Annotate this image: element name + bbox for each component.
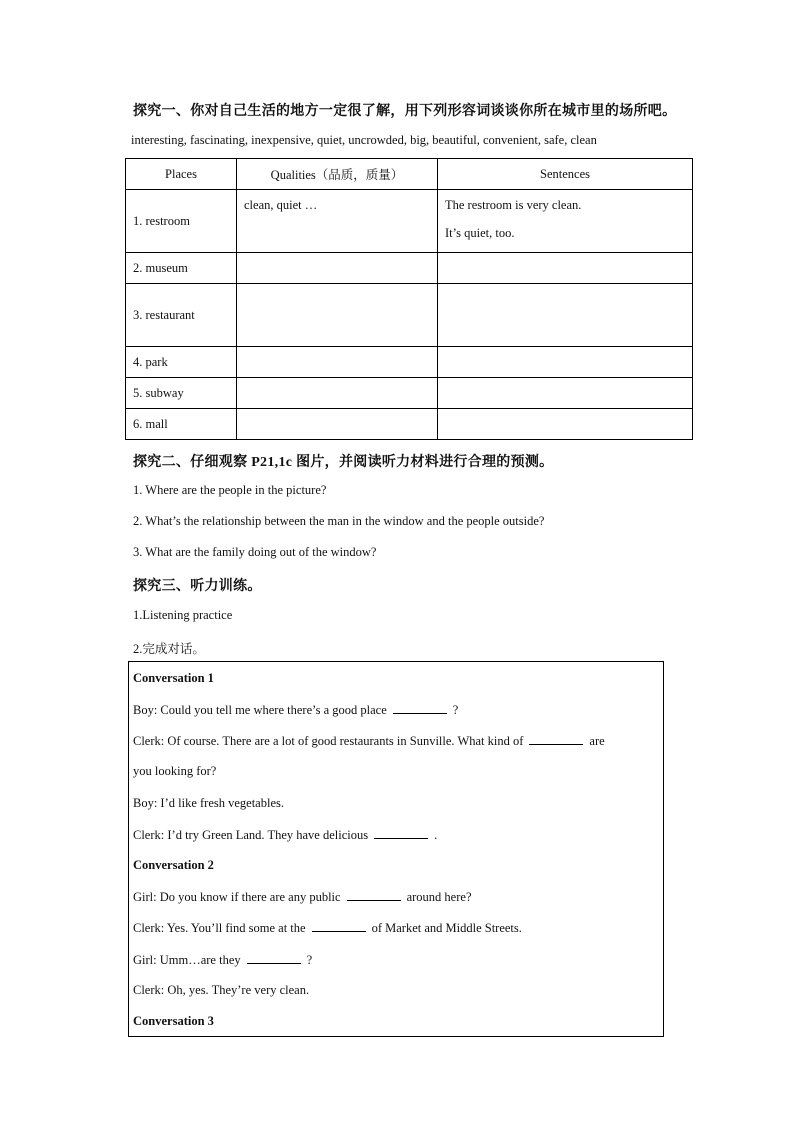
dialogue-line: Boy: I’d like fresh vegetables. bbox=[133, 796, 284, 810]
dialogue-text: Girl: Do you know if there are any public bbox=[133, 890, 341, 904]
dialogue-line: you looking for? bbox=[133, 764, 217, 778]
header-qualities: Qualities（品质，质量） bbox=[237, 159, 438, 190]
question-1: 1. Where are the people in the picture? bbox=[133, 483, 327, 497]
dialogue-text: Girl: Umm…are they bbox=[133, 953, 241, 967]
table-row bbox=[126, 190, 693, 253]
dialogue-text: Clerk: I’d try Green Land. They have delicious bbox=[133, 828, 369, 842]
answer-blank[interactable] bbox=[347, 889, 401, 901]
answer-blank[interactable] bbox=[393, 702, 447, 714]
dialogue-text: Boy: Could you tell me where there’s a good place bbox=[133, 703, 387, 717]
quality-cell[interactable] bbox=[237, 347, 438, 378]
sentence-cell[interactable] bbox=[438, 378, 693, 409]
dialogue-line bbox=[133, 952, 312, 968]
quality-cell[interactable] bbox=[237, 378, 438, 409]
table-row bbox=[126, 409, 693, 440]
place-cell: 1. restroom bbox=[126, 190, 237, 253]
sentence-line: It’s quiet, too. bbox=[445, 226, 515, 240]
table-row bbox=[126, 284, 693, 347]
section2-heading: 探究二、仔细观察 P21,1c 图片，并阅读听力材料进行合理的预测。 bbox=[133, 455, 554, 470]
sentence-line: The restroom is very clean. bbox=[445, 198, 582, 212]
question-3: 3. What are the family doing out of the window? bbox=[133, 545, 377, 559]
answer-blank[interactable] bbox=[374, 827, 428, 839]
dialogue-text: ? bbox=[452, 703, 459, 717]
quality-cell[interactable]: clean, quiet … bbox=[237, 190, 438, 253]
answer-blank[interactable] bbox=[529, 733, 583, 745]
sentence-cell[interactable] bbox=[438, 347, 693, 378]
place-cell: 3. restaurant bbox=[126, 284, 237, 347]
quality-cell[interactable] bbox=[237, 253, 438, 284]
dialogue-line bbox=[133, 920, 522, 936]
dialogue-line bbox=[133, 889, 472, 905]
conversation-2-title: Conversation 2 bbox=[133, 858, 214, 872]
listening-practice-item: 1.Listening practice bbox=[133, 608, 233, 622]
dialogue-line: Clerk: Oh, yes. They’re very clean. bbox=[133, 983, 310, 997]
header-sentences: Sentences bbox=[438, 159, 693, 190]
dialogue-line bbox=[133, 733, 605, 749]
places-table bbox=[125, 158, 693, 440]
conversation-1-title: Conversation 1 bbox=[133, 671, 214, 685]
answer-blank[interactable] bbox=[312, 920, 366, 932]
question-2: 2. What’s the relationship between the man in the window and the people outside? bbox=[133, 514, 545, 528]
dialogue-text: around here? bbox=[406, 890, 472, 904]
table-row bbox=[126, 347, 693, 378]
dialogue-text: ? bbox=[306, 953, 313, 967]
sentence-cell[interactable] bbox=[438, 253, 693, 284]
section3-heading: 探究三、听力训练。 bbox=[133, 579, 262, 594]
table-header-row bbox=[126, 159, 693, 190]
dialogue-text: Clerk: Yes. You’ll find some at the bbox=[133, 921, 306, 935]
section1-heading: 探究一、你对自己生活的地方一定很了解，用下列形容词谈谈你所在城市里的场所吧。 bbox=[133, 104, 677, 119]
dialogue-line bbox=[133, 702, 458, 718]
dialogue-text: of Market and Middle Streets. bbox=[371, 921, 522, 935]
sentence-cell[interactable] bbox=[438, 190, 693, 253]
place-cell: 2. museum bbox=[126, 253, 237, 284]
dialogue-line bbox=[133, 827, 437, 843]
quality-cell[interactable] bbox=[237, 409, 438, 440]
header-places: Places bbox=[126, 159, 237, 190]
dialogue-box bbox=[128, 661, 664, 1037]
answer-blank[interactable] bbox=[247, 952, 301, 964]
place-cell: 6. mall bbox=[126, 409, 237, 440]
complete-dialogue-item: 2.完成对话。 bbox=[133, 642, 205, 656]
dialogue-text: Clerk: Of course. There are a lot of good restaurants in Sunville. What kind of bbox=[133, 734, 524, 748]
dialogue-text: are bbox=[589, 734, 605, 748]
table-row bbox=[126, 253, 693, 284]
table-row bbox=[126, 378, 693, 409]
dialogue-text: . bbox=[434, 828, 438, 842]
place-cell: 4. park bbox=[126, 347, 237, 378]
place-cell: 5. subway bbox=[126, 378, 237, 409]
sentence-cell[interactable] bbox=[438, 284, 693, 347]
adjective-list: interesting, fascinating, inexpensive, quiet, uncrowded, big, beautiful, convenient, safe, clean bbox=[131, 133, 597, 147]
sentence-cell[interactable] bbox=[438, 409, 693, 440]
quality-cell[interactable] bbox=[237, 284, 438, 347]
conversation-3-title: Conversation 3 bbox=[133, 1014, 214, 1028]
